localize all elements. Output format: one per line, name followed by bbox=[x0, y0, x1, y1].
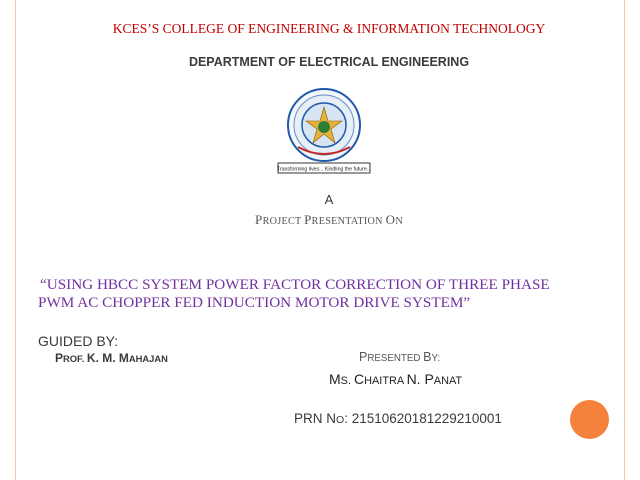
presentation-a: A bbox=[324, 192, 334, 207]
project-title-line-2: PWM AC CHOPPER FED INDUCTION MOTOR DRIVE SYSTEM” bbox=[38, 294, 471, 311]
college-seal-logo bbox=[276, 87, 372, 175]
right-border-line bbox=[624, 0, 625, 480]
presented-by-label: PRESENTED BY: bbox=[359, 350, 441, 364]
guide-name: PROF. K. M. MAHAJAN bbox=[55, 351, 168, 365]
project-title-line-1: “USING HBCC SYSTEM POWER FACTOR CORRECTION OF THREE PHASE bbox=[40, 276, 550, 293]
logo-tagline: Transforming lives... Kindling the future... bbox=[276, 166, 372, 173]
department-name: DEPARTMENT OF ELECTRICAL ENGINEERING bbox=[188, 55, 470, 69]
seal-icon bbox=[276, 87, 372, 175]
college-name: KCES’S COLLEGE OF ENGINEERING & INFORMATION TECHNOLOGY bbox=[112, 21, 546, 36]
project-presentation-heading: PROJECT PRESENTATION ON bbox=[255, 212, 403, 227]
guided-by-label: GUIDED BY: bbox=[38, 333, 119, 349]
accent-dot bbox=[570, 400, 609, 439]
presenter-name: MS. CHAITRA N. PANAT bbox=[329, 371, 463, 387]
prn-number: PRN NO: 21510620181229210001 bbox=[294, 411, 502, 426]
left-border-line bbox=[15, 0, 16, 480]
